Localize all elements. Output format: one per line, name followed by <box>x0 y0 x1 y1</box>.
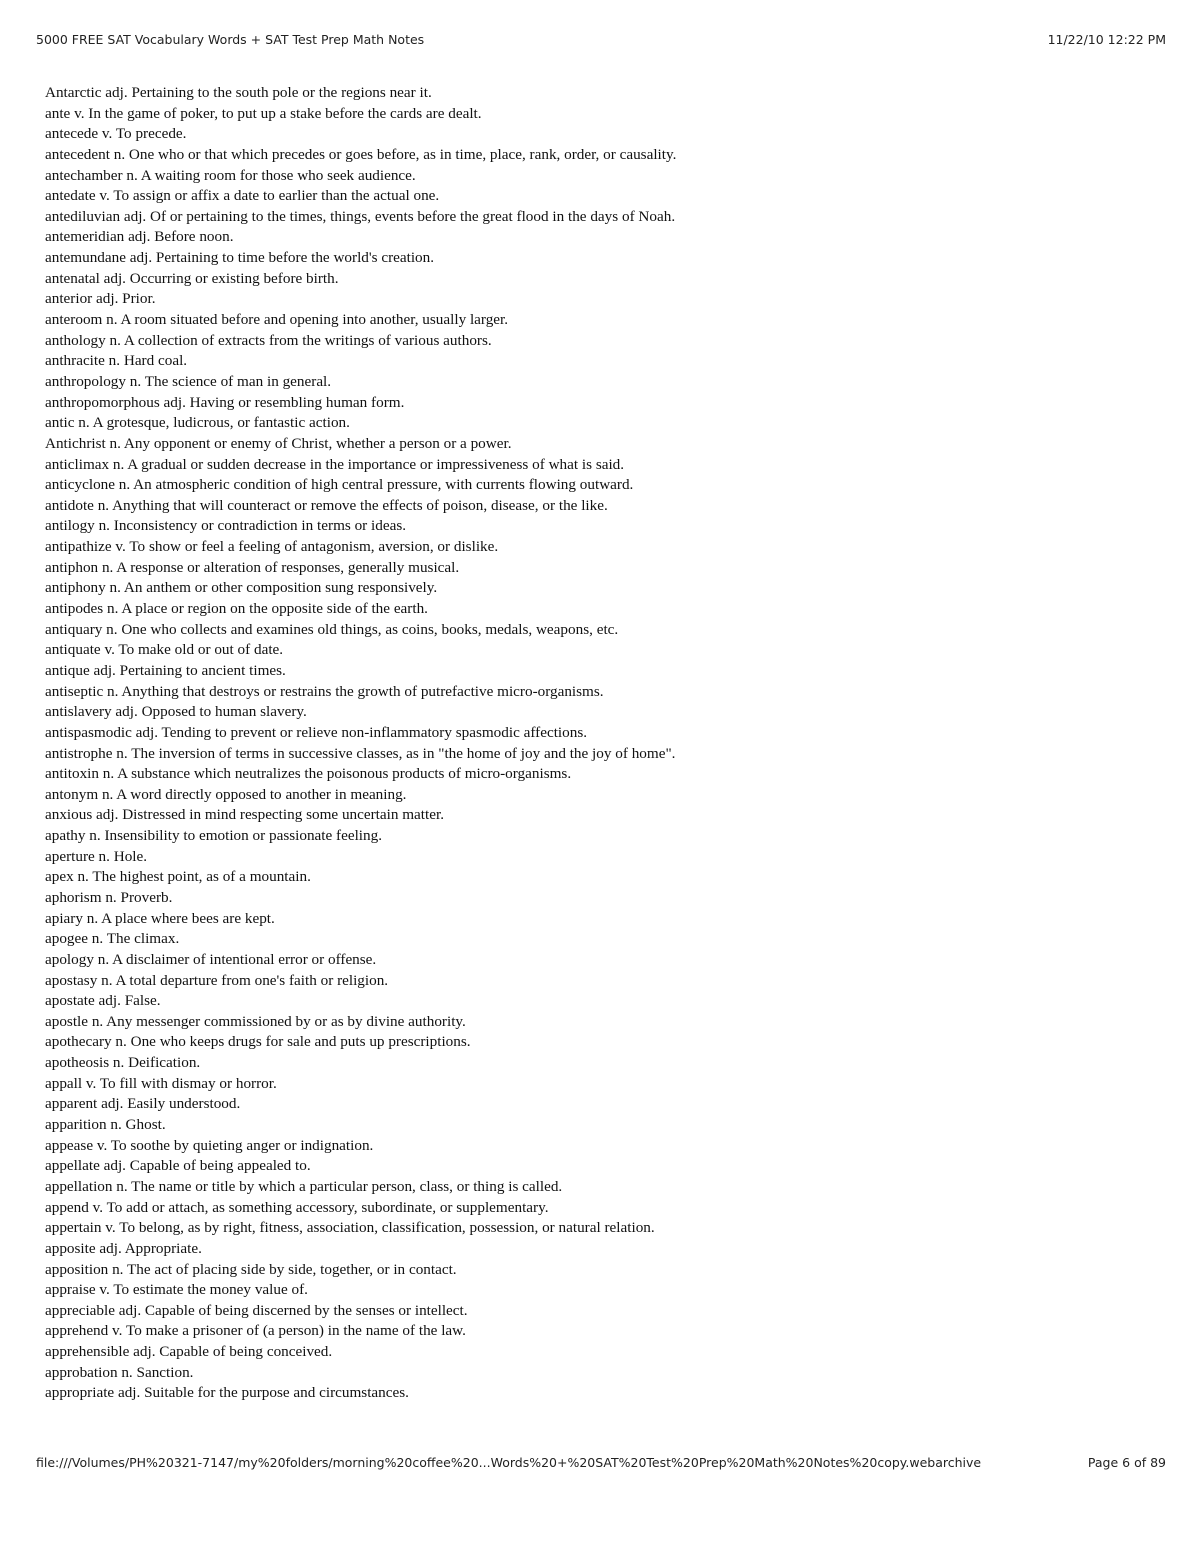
vocab-entry: antiphon n. A response or alteration of responses, generally musical. <box>45 558 460 576</box>
vocab-entry: antique adj. Pertaining to ancient times. <box>45 661 286 679</box>
vocab-entry: apathy n. Insensibility to emotion or passionate feeling. <box>45 827 383 845</box>
vocab-entry: ante v. In the game of poker, to put up a stake before the cards are dealt. <box>45 104 482 122</box>
vocab-entry: appellation n. The name or title by which a particular person, class, or thing is called. <box>45 1177 563 1195</box>
vocab-entry: anthology n. A collection of extracts from the writings of various authors. <box>45 331 492 349</box>
print-footer <box>36 1455 1166 1475</box>
vocab-entry: antic n. A grotesque, ludicrous, or fantastic action. <box>45 414 350 432</box>
vocab-entry: apparent adj. Easily understood. <box>45 1095 241 1113</box>
vocab-entry: apparition n. Ghost. <box>45 1116 166 1134</box>
vocab-entry: appropriate adj. Suitable for the purpose and circumstances. <box>45 1384 409 1402</box>
vocab-entry: appertain v. To belong, as by right, fitness, association, classification, possession, or natural relation. <box>45 1219 655 1237</box>
vocab-entry: apposite adj. Appropriate. <box>45 1239 202 1257</box>
vocab-entry: apology n. A disclaimer of intentional error or offense. <box>45 950 377 968</box>
print-datetime: 11/22/10 12:22 PM <box>1047 32 1166 47</box>
document-title: 5000 FREE SAT Vocabulary Words + SAT Test Prep Math Notes <box>36 32 425 47</box>
vocab-entry: appreciable adj. Capable of being discerned by the senses or intellect. <box>45 1301 468 1319</box>
vocab-entry: apex n. The highest point, as of a mountain. <box>45 868 311 886</box>
vocab-entry: antediluvian adj. Of or pertaining to the times, things, events before the great flood in the days of Noah. <box>45 207 676 225</box>
print-header <box>36 32 1166 52</box>
vocab-entry: antecedent n. One who or that which precedes or goes before, as in time, place, rank, order, or causality. <box>45 145 677 163</box>
vocab-entry: anteroom n. A room situated before and opening into another, usually larger. <box>45 311 509 329</box>
vocab-entry: apostasy n. A total departure from one's faith or religion. <box>45 971 389 989</box>
vocab-entry: antidote n. Anything that will counteract or remove the effects of poison, disease, or the like. <box>45 496 608 514</box>
vocab-entry: antislavery adj. Opposed to human slavery. <box>45 703 307 721</box>
vocab-entry: apostle n. Any messenger commissioned by or as by divine authority. <box>45 1012 466 1030</box>
vocab-entry: antiquary n. One who collects and examines old things, as coins, books, medals, weapons, etc. <box>45 620 619 638</box>
vocab-entry: antedate v. To assign or affix a date to earlier than the actual one. <box>45 187 440 205</box>
vocab-entry: antitoxin n. A substance which neutralizes the poisonous products of micro-organisms. <box>45 765 572 783</box>
vocab-entry: anticlimax n. A gradual or sudden decrease in the importance or impressiveness of what is said. <box>45 455 625 473</box>
vocab-entry: antipodes n. A place or region on the opposite side of the earth. <box>45 600 428 618</box>
vocab-entry: apogee n. The climax. <box>45 930 180 948</box>
vocab-entry: antiphony n. An anthem or other composition sung responsively. <box>45 579 438 597</box>
vocabulary-list <box>45 83 1165 1404</box>
vocab-entry: antilogy n. Inconsistency or contradiction in terms or ideas. <box>45 517 407 535</box>
vocab-entry: apostate adj. False. <box>45 992 161 1010</box>
vocab-entry: antemundane adj. Pertaining to time before the world's creation. <box>45 249 435 267</box>
vocab-entry: antipathize v. To show or feel a feeling of antagonism, aversion, or dislike. <box>45 538 499 556</box>
vocab-entry: aperture n. Hole. <box>45 847 148 865</box>
vocab-entry: Antarctic adj. Pertaining to the south pole or the regions near it. <box>45 84 432 101</box>
vocab-entry: approbation n. Sanction. <box>45 1363 194 1381</box>
vocab-entry: antechamber n. A waiting room for those who seek audience. <box>45 166 416 184</box>
vocab-entry: antenatal adj. Occurring or existing before birth. <box>45 269 339 287</box>
vocab-entry: apotheosis n. Deification. <box>45 1054 201 1072</box>
vocab-entry: appraise v. To estimate the money value of. <box>45 1281 308 1299</box>
vocab-entry: apothecary n. One who keeps drugs for sale and puts up prescriptions. <box>45 1033 471 1051</box>
vocab-entry: apiary n. A place where bees are kept. <box>45 909 275 927</box>
vocab-entry: anxious adj. Distressed in mind respecting some uncertain matter. <box>45 806 444 824</box>
vocab-entry: anticyclone n. An atmospheric condition of high central pressure, with currents flowing outward. <box>45 476 634 494</box>
vocab-entry: anterior adj. Prior. <box>45 290 156 308</box>
vocab-entry: anthropomorphous adj. Having or resembling human form. <box>45 393 405 411</box>
vocab-entry: append v. To add or attach, as something accessory, subordinate, or supplementary. <box>45 1198 549 1216</box>
vocab-entry: antemeridian adj. Before noon. <box>45 228 234 246</box>
vocab-entry: Antichrist n. Any opponent or enemy of Christ, whether a person or a power. <box>45 434 512 452</box>
vocab-entry: antecede v. To precede. <box>45 125 187 143</box>
file-url: file:///Volumes/PH%20321-7147/my%20folders/morning%20coffee%20...Words%20+%20SAT%20Test%20Prep%20Math%20Notes%20copy.webarchive <box>36 1455 982 1470</box>
vocab-entry: anthracite n. Hard coal. <box>45 352 188 370</box>
vocab-entry: apposition n. The act of placing side by side, together, or in contact. <box>45 1260 457 1278</box>
vocab-entry: aphorism n. Proverb. <box>45 888 173 906</box>
vocab-entry: appease v. To soothe by quieting anger or indignation. <box>45 1136 374 1154</box>
vocab-entry: appall v. To fill with dismay or horror. <box>45 1074 277 1092</box>
vocab-entry: anthropology n. The science of man in general. <box>45 372 332 390</box>
vocab-entry: antistrophe n. The inversion of terms in successive classes, as in "the home of joy and the joy of home". <box>45 744 676 762</box>
vocab-entry: antonym n. A word directly opposed to another in meaning. <box>45 785 407 803</box>
vocab-entry: antiquate v. To make old or out of date. <box>45 641 284 659</box>
vocab-entry: apprehend v. To make a prisoner of (a person) in the name of the law. <box>45 1322 466 1340</box>
vocab-entry: appellate adj. Capable of being appealed to. <box>45 1157 311 1175</box>
vocab-entry: antispasmodic adj. Tending to prevent or relieve non-inflammatory spasmodic affections. <box>45 723 588 741</box>
vocab-entry: apprehensible adj. Capable of being conceived. <box>45 1343 333 1361</box>
vocab-entry: antiseptic n. Anything that destroys or restrains the growth of putrefactive micro-organisms. <box>45 682 604 700</box>
page-number: Page 6 of 89 <box>1087 1455 1166 1470</box>
